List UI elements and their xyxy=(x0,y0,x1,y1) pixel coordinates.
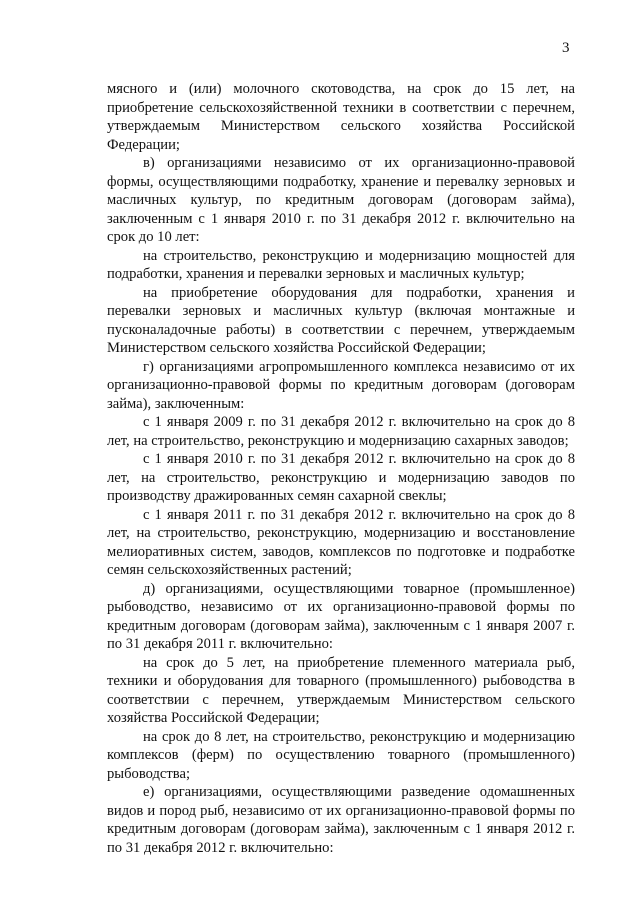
paragraph-item-d: д) организациями, осуществляющими товарное (промышленное) рыбоводство, независимо от их организационно-правовой формы по кредитным договорам (договорам займа), заключенным с 1 января 2007 г. по 31 декабря 2011 г. включительно: xyxy=(107,580,575,652)
paragraph: на приобретение оборудования для подработки, хранения и перевалки зерновых и масличных культур (включая монтажные и пусконаладочные работы) в соответствии с перечнем, утверждаемым Министерством сельского хозяйства Российской Федерации; xyxy=(107,284,575,356)
paragraph-continuation: мясного и (или) молочного скотоводства, на срок до 15 лет, на приобретение сельскохозяйственной техники в соответствии с перечнем, утверждаемым Министерством сельского хозяйства Российской Федерации; xyxy=(107,81,575,153)
paragraph: на строительство, реконструкцию и модернизацию мощностей для подработки, хранения и перевалки зерновых и масличных культур; xyxy=(107,247,575,282)
paragraph: с 1 января 2009 г. по 31 декабря 2012 г. включительно на срок до 8 лет, на строительство, реконструкцию и модернизацию сахарных заводов; xyxy=(107,414,575,449)
paragraph-item-v: в) организациями независимо от их организационно-правовой формы, осуществляющими подработку, хранение и перевалку зерновых и масличных культур, по кредитным договорам (договорам займа), заключенным с 1 января 2010 г. по 31 декабря 2012 г. включительно на срок до 10 лет: xyxy=(107,155,575,245)
paragraph: с 1 января 2011 г. по 31 декабря 2012 г. включительно на срок до 8 лет, на строительство, реконструкцию, модернизацию и восстановление мелиоративных систем, заводов, комплексов по подготовке и подработке семян сельскохозяйственных растений; xyxy=(107,506,575,578)
page-number: 3 xyxy=(562,40,570,56)
paragraph-item-g: г) организациями агропромышленного комплекса независимо от их организационно-правовой формы по кредитным договорам (договорам займа), заключенным: xyxy=(107,358,575,412)
paragraph: на срок до 5 лет, на приобретение племенного материала рыб, техники и оборудования для товарного (промышленного) рыбоводства в соответствии с перечнем, утверждаемым Министерством сельского хозяйства Российской Федерации; xyxy=(107,654,575,726)
paragraph-item-e: е) организациями, осуществляющими разведение одомашненных видов и пород рыб, независимо от их организационно-правовой формы по кредитным договорам (договорам займа), заключенным с 1 января 2012 г. по 31 декабря 2012 г. включительно: xyxy=(107,784,575,856)
document-body xyxy=(107,80,575,857)
paragraph: на срок до 8 лет, на строительство, реконструкцию и модернизацию комплексов (ферм) по осуществлению товарного (промышленного) рыбоводства; xyxy=(107,728,575,782)
paragraph: с 1 января 2010 г. по 31 декабря 2012 г. включительно на срок до 8 лет, на строительство, реконструкцию и модернизацию заводов по производству дражированных семян сахарной свеклы; xyxy=(107,451,575,504)
